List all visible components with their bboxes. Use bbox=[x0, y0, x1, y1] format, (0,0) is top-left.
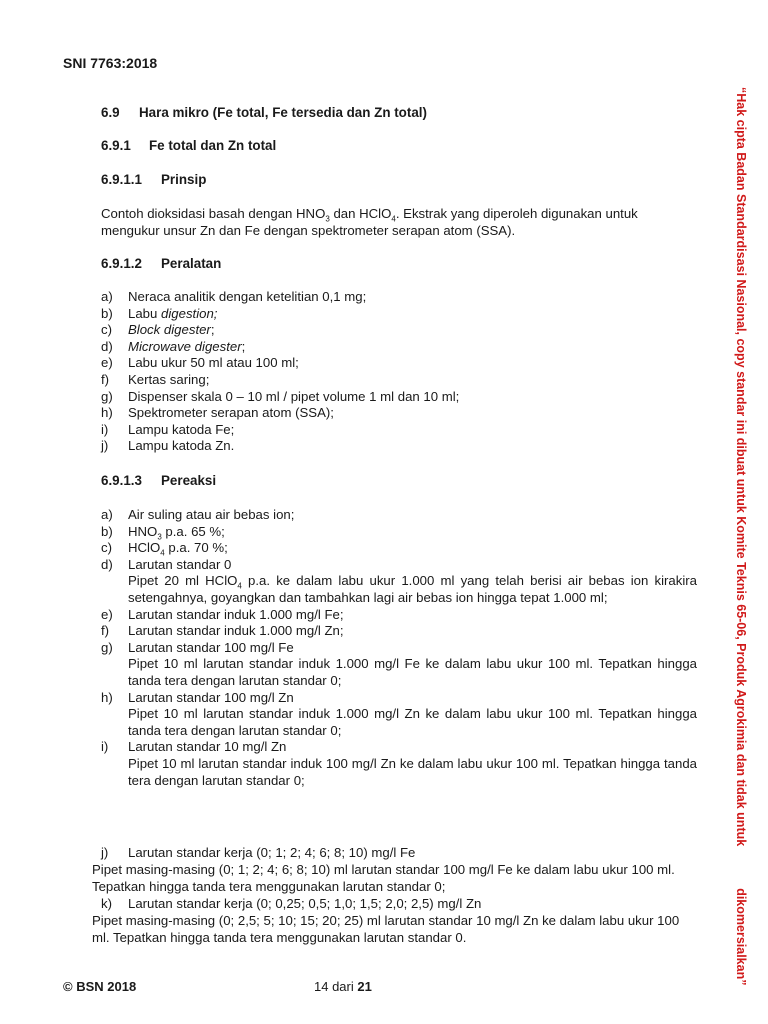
heading-title: Pereaksi bbox=[161, 473, 217, 488]
subscript: 4 bbox=[237, 582, 242, 592]
list-item bbox=[101, 422, 701, 439]
heading-number: 6.9.1.1 bbox=[101, 172, 142, 187]
item-label: j) bbox=[101, 438, 109, 454]
item-text: Larutan standar kerja (0; 0,25; 0,5; 1,0; 1,5; 2,0; 2,5) mg/l Zn bbox=[128, 896, 482, 911]
subscript: 3 bbox=[325, 214, 330, 224]
list-item bbox=[101, 540, 697, 557]
heading-number: 6.9 bbox=[101, 105, 120, 120]
text-part: ; bbox=[241, 338, 246, 354]
item-text: Larutan standar 10 mg/l Zn bbox=[128, 739, 287, 755]
item-text: Dispenser skala 0 – 10 ml / pipet volume 1 ml dan 10 ml; bbox=[128, 388, 460, 404]
subscript: 3 bbox=[157, 532, 162, 542]
subscript: 4 bbox=[160, 548, 165, 558]
item-text: Spektrometer serapan atom (SSA); bbox=[128, 405, 334, 421]
list-item bbox=[101, 640, 697, 657]
subscript: 4 bbox=[391, 214, 396, 224]
list-item bbox=[101, 355, 701, 372]
text-part: Labu bbox=[128, 305, 162, 321]
item-text: Kertas saring; bbox=[128, 371, 210, 387]
text-part: p.a. 65 %; bbox=[161, 523, 225, 539]
item-label: f) bbox=[101, 623, 110, 639]
text-part: HClO bbox=[128, 540, 161, 556]
list-item bbox=[101, 623, 697, 640]
item-text bbox=[128, 339, 701, 356]
list-item bbox=[101, 739, 697, 756]
page-total: 21 bbox=[357, 979, 372, 994]
list-item bbox=[101, 389, 701, 406]
list-item bbox=[101, 339, 701, 356]
heading-title: Peralatan bbox=[161, 256, 222, 271]
item-label: j) bbox=[101, 845, 109, 860]
list-item bbox=[101, 507, 697, 524]
italic-text: Microwave digester bbox=[128, 338, 242, 354]
item-label: b) bbox=[101, 305, 113, 321]
copyright-watermark bbox=[731, 87, 751, 986]
list-item bbox=[101, 524, 697, 541]
item-detail: Pipet 10 ml larutan standar induk 1.000 mg/l Fe ke dalam labu ukur 100 ml. Tepatkan hingga tanda tera dengan larutan standar 0; bbox=[128, 656, 697, 688]
heading-title: Hara mikro (Fe total, Fe tersedia dan Zn total) bbox=[139, 105, 427, 120]
standard-code: SNI 7763:2018 bbox=[63, 55, 158, 71]
item-text: Larutan standar kerja (0; 1; 2; 4; 6; 8; 10) mg/l Fe bbox=[128, 845, 416, 860]
item-k-detail: Pipet masing-masing (0; 2,5; 5; 10; 15; 20; 25) ml larutan standar 10 mg/l Zn ke dalam labu ukur 100 ml. Tepatkan hingga tanda tera menggunakan larutan standar 0. bbox=[92, 913, 680, 945]
text-part: HNO bbox=[128, 523, 158, 539]
footer-copyright: © BSN 2018 bbox=[63, 979, 137, 994]
item-detail: Pipet 10 ml larutan standar induk 1.000 mg/l Zn ke dalam labu ukur 100 ml. Tepatkan hingga tanda tera dengan larutan standar 0; bbox=[128, 706, 697, 738]
item-text: Labu ukur 50 ml atau 100 ml; bbox=[128, 355, 299, 371]
italic-text: Block digester bbox=[128, 322, 211, 338]
item-label: a) bbox=[101, 289, 113, 304]
list-item bbox=[101, 322, 701, 339]
list-item bbox=[101, 405, 701, 422]
item-label: h) bbox=[101, 689, 113, 705]
item-text: Lampu katoda Fe; bbox=[128, 421, 235, 437]
item-label: g) bbox=[101, 388, 113, 404]
heading-number: 6.9.1.3 bbox=[101, 473, 142, 488]
list-item bbox=[101, 690, 697, 707]
list-item-j bbox=[101, 845, 701, 862]
item-text bbox=[128, 524, 697, 541]
item-label: g) bbox=[101, 639, 113, 655]
watermark-text: “Hak cipta Badan Standardisasi Nasional, copy standar ini dibuat untuk Komite Teknis 65-06, Produk Agrokimia dan tidak untuk bbox=[734, 87, 748, 847]
list-item bbox=[101, 306, 701, 323]
item-j-detail: Pipet masing-masing (0; 1; 2; 4; 6; 8; 10) ml larutan standar 100 mg/l Fe ke dalam labu ukur 100 ml. Tepatkan hingga tanda tera menggunakan larutan standar 0; bbox=[92, 862, 675, 894]
item-text: Larutan standar 0 bbox=[128, 556, 232, 572]
heading-title: Prinsip bbox=[161, 172, 207, 187]
item-text: Larutan standar 100 mg/l Zn bbox=[128, 689, 294, 705]
heading-title: Fe total dan Zn total bbox=[149, 138, 277, 153]
peralatan-list bbox=[101, 289, 701, 455]
item-text bbox=[128, 306, 701, 323]
italic-text: digestion; bbox=[161, 305, 218, 321]
item-label: e) bbox=[101, 606, 113, 622]
list-item bbox=[101, 372, 701, 389]
page-number bbox=[314, 979, 372, 996]
item-label: h) bbox=[101, 405, 113, 421]
item-label: c) bbox=[101, 540, 112, 556]
list-item bbox=[101, 607, 697, 624]
item-label: k) bbox=[101, 896, 112, 911]
item-label: i) bbox=[101, 739, 109, 755]
watermark-text-end: dikomersialkan” bbox=[734, 888, 748, 986]
list-item bbox=[101, 557, 697, 574]
item-label: d) bbox=[101, 556, 113, 572]
item-text: Larutan standar 100 mg/l Fe bbox=[128, 639, 294, 655]
item-label: i) bbox=[101, 421, 109, 437]
item-text: Lampu katoda Zn. bbox=[128, 438, 235, 454]
item-text: Neraca analitik dengan ketelitian 0,1 mg; bbox=[128, 289, 367, 304]
item-detail: Pipet 10 ml larutan standar induk 100 mg/l Zn ke dalam labu ukur 100 ml. Tepatkan hingga tanda tera dengan larutan standar 0; bbox=[128, 755, 697, 788]
item-label: f) bbox=[101, 371, 110, 387]
heading-6-9-1-3 bbox=[101, 473, 216, 490]
text-part: Pipet 20 ml HClO bbox=[128, 573, 238, 589]
heading-6-9-1-1 bbox=[101, 172, 206, 189]
item-label: e) bbox=[101, 355, 113, 371]
heading-number: 6.9.1 bbox=[101, 138, 131, 153]
item-text: Larutan standar induk 1.000 mg/l Zn; bbox=[128, 623, 344, 639]
pereaksi-list bbox=[101, 507, 697, 789]
item-text: Air suling atau air bebas ion; bbox=[128, 507, 295, 522]
item-label: d) bbox=[101, 338, 113, 354]
prinsip-text-part: Contoh dioksidasi basah dengan HNO bbox=[101, 206, 326, 221]
prinsip-text-part: . Ekstrak yang diperoleh digunakan untuk mengukur unsur Zn dan Fe dengan spektrometer serapan atom (SSA). bbox=[101, 206, 638, 238]
item-text: Larutan standar induk 1.000 mg/l Fe; bbox=[128, 606, 344, 622]
item-text bbox=[128, 322, 701, 339]
heading-6-9 bbox=[101, 105, 427, 122]
page-number-prefix: 14 dari bbox=[314, 979, 358, 994]
item-text bbox=[128, 540, 697, 557]
text-part: p.a. 70 %; bbox=[164, 540, 228, 556]
prinsip-paragraph bbox=[101, 206, 697, 239]
list-item bbox=[101, 438, 701, 455]
list-item bbox=[101, 289, 701, 306]
item-label: a) bbox=[101, 507, 113, 522]
item-label: c) bbox=[101, 322, 112, 338]
prinsip-text-part: dan HClO bbox=[329, 206, 392, 221]
list-item bbox=[101, 896, 701, 913]
heading-number: 6.9.1.2 bbox=[101, 256, 142, 271]
item-detail bbox=[128, 573, 697, 606]
item-label: b) bbox=[101, 523, 113, 539]
list-item bbox=[101, 845, 701, 862]
text-part: p.a. ke dalam labu ukur 1.000 ml yang telah berisi air bebas ion kirakira setengahnya, goyangkan dan tambahkan lagi air bebas ion hingga tepat 1.000 ml; bbox=[128, 573, 698, 605]
heading-6-9-1 bbox=[101, 138, 276, 155]
list-item-k bbox=[101, 896, 701, 913]
heading-6-9-1-2 bbox=[101, 256, 221, 273]
text-part: ; bbox=[210, 322, 215, 338]
